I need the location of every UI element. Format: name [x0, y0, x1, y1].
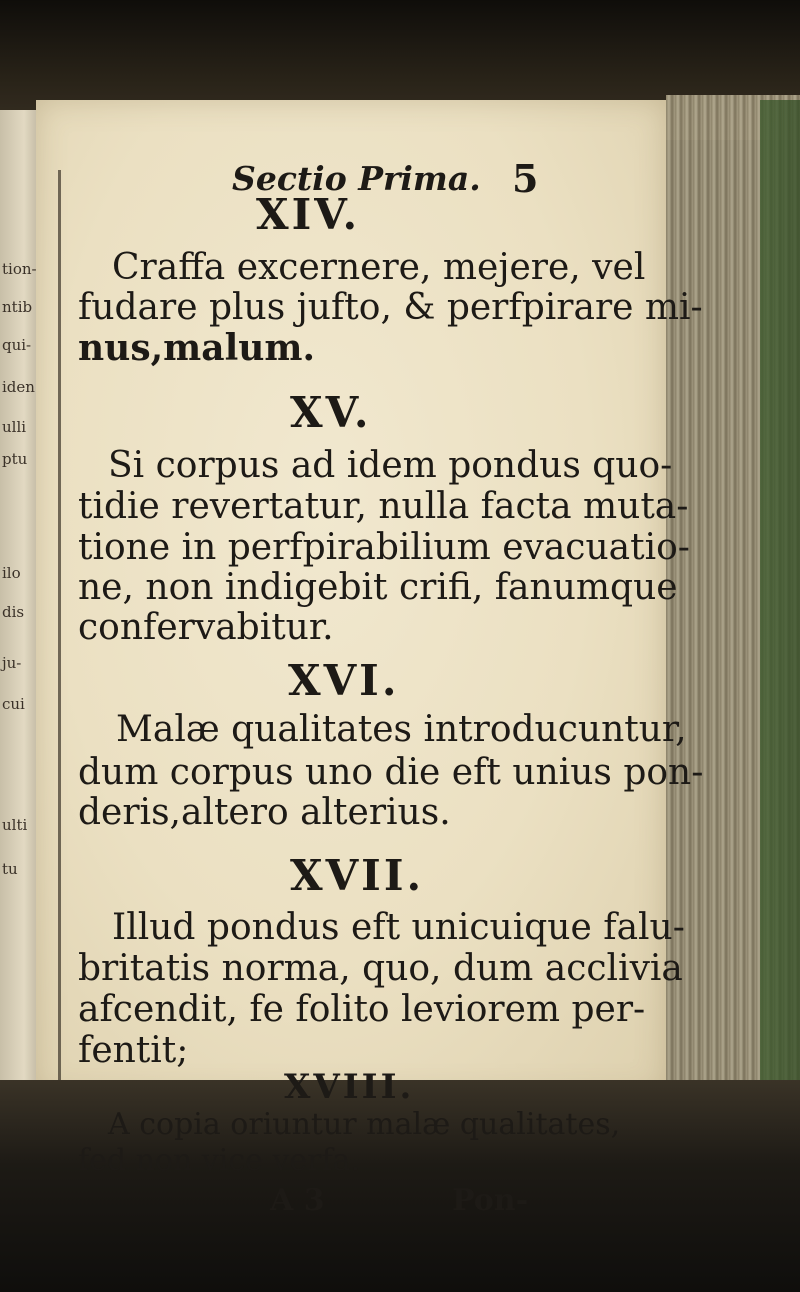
margin-fragment: ulli [2, 418, 27, 436]
margin-fragment: qui- [2, 336, 32, 354]
margin-fragment: ntib [2, 298, 33, 316]
margin-fragment: cui [2, 695, 25, 713]
text-line: tione in perfpirabilium evacuatio- [78, 527, 690, 568]
text-line: nus,malum. [78, 327, 316, 369]
text-line: Malæ qualitates introducuntur, [116, 709, 687, 750]
text-line: Illud pondus eft unicuique falu- [112, 907, 685, 948]
margin-fragment: tion- [2, 260, 37, 278]
margin-fragment: tu [2, 860, 18, 878]
text-line: deris,altero alterius. [78, 792, 451, 833]
text-line: Si corpus ad idem pondus quo- [108, 445, 673, 486]
text-line: fed non vice verfa. [78, 1143, 361, 1178]
margin-fragment: ilo [2, 564, 21, 582]
section-numeral: XV. [290, 388, 372, 437]
text-line: confervabitur. [78, 607, 334, 648]
section-numeral: XVI. [288, 656, 400, 705]
text-line: dum corpus uno die eft unius pon- [78, 752, 704, 793]
catchword: Pon- [452, 1183, 529, 1218]
margin-fragment: ptu [2, 450, 28, 468]
text-line: fentit; [78, 1030, 189, 1071]
text-line: britatis norma, quo, dum acclivia [78, 948, 683, 989]
running-header: Sectio Prima. [232, 159, 481, 198]
section-numeral: XVIII. [284, 1067, 415, 1107]
text-line: Craffa excernere, mejere, vel [112, 247, 646, 288]
page-number: 5 [512, 156, 539, 201]
margin-fragment: ju- [2, 654, 22, 672]
section-numeral: XIV. [256, 190, 361, 239]
text-line: A copia oriuntur malæ qualitates, [108, 1107, 621, 1142]
margin-fragment: iden [2, 378, 35, 396]
section-numeral: XVII. [290, 851, 425, 900]
text-line: afcendit, fe folito leviorem per- [78, 989, 646, 1030]
book-cover-edge [760, 100, 800, 1080]
text-line: fudare plus jufto, & perfpirare mi- [78, 287, 703, 328]
signature-mark: A 3 [270, 1183, 325, 1218]
page-gutter [58, 170, 61, 1080]
text-line: tidie revertatur, nulla facta muta- [78, 486, 689, 527]
margin-fragment: ulti [2, 816, 28, 834]
text-line: ne, non indigebit crifi, fanumque [78, 567, 678, 608]
margin-fragment: dis [2, 603, 25, 621]
